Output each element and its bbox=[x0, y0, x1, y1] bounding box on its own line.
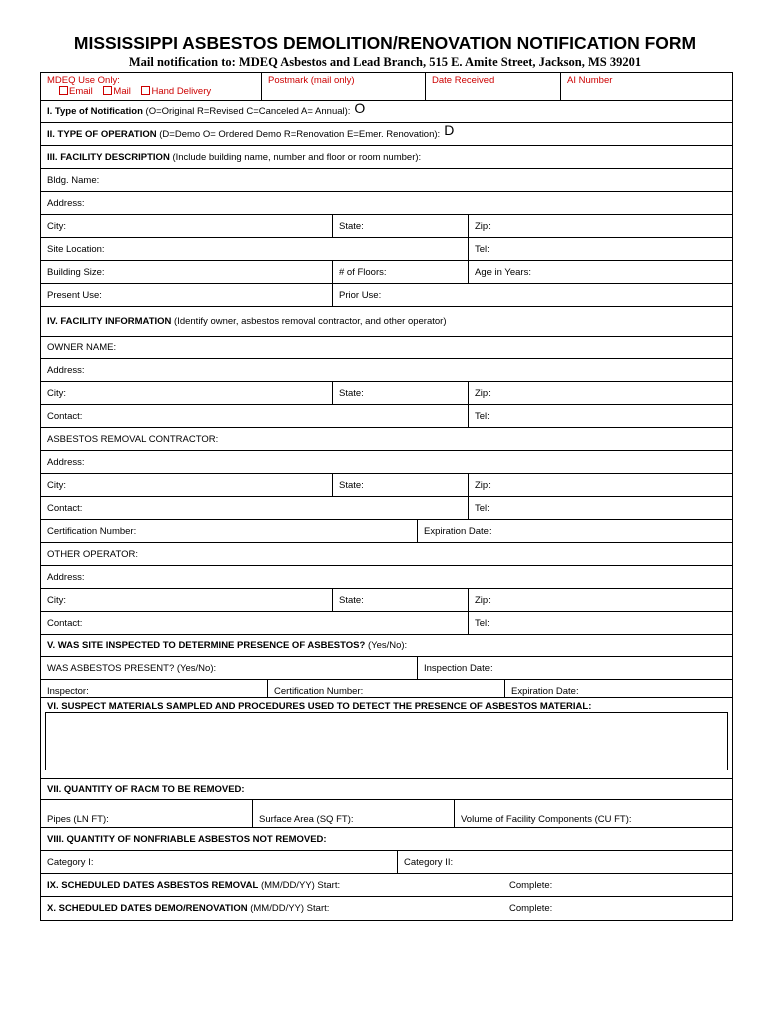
operator-address-field[interactable] bbox=[41, 566, 732, 588]
date-received-label: Date Received bbox=[432, 75, 495, 86]
contractor-cert-field[interactable] bbox=[41, 520, 417, 542]
category-1-label: Category I: bbox=[47, 856, 94, 868]
nonfriable-row bbox=[41, 851, 732, 874]
removal-complete-field[interactable] bbox=[503, 874, 732, 896]
inspection-date-label: Inspection Date: bbox=[424, 662, 493, 674]
other-operator-field[interactable] bbox=[41, 543, 732, 565]
other-operator-label: OTHER OPERATOR: bbox=[47, 548, 138, 560]
nonfriable-header bbox=[41, 828, 732, 851]
facility-zip-label: Zip: bbox=[475, 220, 491, 232]
contractor-state-label: State: bbox=[339, 479, 364, 491]
facility-description-label: III. FACILITY DESCRIPTION bbox=[47, 151, 170, 163]
operator-state-label: State: bbox=[339, 594, 364, 606]
volume-field[interactable] bbox=[454, 800, 732, 827]
date-received-field[interactable] bbox=[425, 73, 560, 100]
contractor-label: ASBESTOS REMOVAL CONTRACTOR: bbox=[47, 433, 219, 445]
site-inspected-label: V. WAS SITE INSPECTED TO DETERMINE PRESENCE OF ASBESTOS? bbox=[47, 640, 366, 651]
suspect-materials-textarea[interactable] bbox=[45, 712, 728, 770]
racm-quantity-row bbox=[41, 800, 732, 828]
inspector-field[interactable] bbox=[41, 680, 267, 697]
removal-dates-label: IX. SCHEDULED DATES ASBESTOS REMOVAL bbox=[47, 879, 259, 891]
removal-start-label: (MM/DD/YY) Start: bbox=[260, 879, 341, 891]
category-2-label: Category II: bbox=[404, 856, 454, 868]
contractor-expiration-label: Expiration Date: bbox=[424, 525, 492, 537]
removal-dates-row bbox=[41, 874, 732, 897]
email-checkbox[interactable] bbox=[59, 86, 93, 97]
email-checkbox-box bbox=[59, 86, 68, 95]
pipes-label: Pipes (LN FT): bbox=[47, 814, 109, 825]
form-title: MISSISSIPPI ASBESTOS DEMOLITION/RENOVATION NOTIFICATION FORM bbox=[73, 33, 697, 53]
type-of-operation-label: II. TYPE OF OPERATION bbox=[47, 128, 157, 140]
type-of-notification-row[interactable] bbox=[41, 101, 732, 123]
operator-tel-label: Tel: bbox=[475, 617, 490, 629]
floors-label: # of Floors: bbox=[339, 266, 387, 278]
surface-area-field[interactable] bbox=[252, 800, 454, 827]
owner-zip-field[interactable] bbox=[468, 382, 732, 404]
site-location-label: Site Location: bbox=[47, 243, 105, 255]
inspector-row bbox=[41, 680, 732, 698]
operator-zip-label: Zip: bbox=[475, 594, 491, 606]
building-size-field[interactable] bbox=[41, 261, 332, 283]
nonfriable-label: VIII. QUANTITY OF NONFRIABLE ASBESTOS NOT REMOVED: bbox=[47, 833, 327, 845]
surface-area-label: Surface Area (SQ FT): bbox=[259, 814, 354, 825]
facility-description-header bbox=[41, 146, 732, 169]
building-size-row bbox=[41, 261, 732, 284]
operator-city-row bbox=[41, 589, 732, 612]
contractor-state-field[interactable] bbox=[332, 474, 468, 496]
type-of-notification-value[interactable]: O bbox=[354, 99, 366, 116]
email-checkbox-label: Email bbox=[69, 86, 93, 97]
site-location-field[interactable] bbox=[41, 238, 468, 260]
contractor-address-field[interactable] bbox=[41, 451, 732, 473]
suspect-materials-label: VI. SUSPECT MATERIALS SAMPLED AND PROCEDURES USED TO DETECT THE PRESENCE OF ASBESTOS MATERIAL: bbox=[47, 701, 592, 712]
suspect-materials-section bbox=[41, 698, 732, 779]
floors-field[interactable] bbox=[332, 261, 468, 283]
site-inspected-cell bbox=[41, 635, 732, 656]
contractor-zip-field[interactable] bbox=[468, 474, 732, 496]
pipes-field[interactable] bbox=[41, 800, 252, 827]
racm-quantity-cell bbox=[41, 779, 732, 799]
owner-tel-field[interactable] bbox=[468, 405, 732, 427]
inspector-expiration-label: Expiration Date: bbox=[511, 686, 579, 697]
contractor-city-field[interactable] bbox=[41, 474, 332, 496]
mail-notification-address: Mail notification to: MDEQ Asbestos and Lead Branch, 515 E. Amite Street, Jackson, MS 39201 bbox=[128, 55, 642, 69]
facility-tel-field[interactable] bbox=[468, 238, 732, 260]
use-row bbox=[41, 284, 732, 307]
hand-delivery-checkbox-box bbox=[141, 86, 150, 95]
facility-tel-label: Tel: bbox=[475, 243, 490, 255]
operator-address-label: Address: bbox=[47, 571, 85, 583]
owner-name-label: OWNER NAME: bbox=[47, 342, 117, 353]
facility-zip-field[interactable] bbox=[468, 215, 732, 237]
volume-label: Volume of Facility Components (CU FT): bbox=[461, 814, 632, 825]
type-of-notification-label: I. Type of Notification bbox=[47, 106, 143, 117]
facility-information-cell bbox=[41, 307, 732, 336]
owner-zip-label: Zip: bbox=[475, 387, 491, 399]
type-of-operation-value[interactable]: D bbox=[444, 122, 455, 138]
bldg-name-field[interactable] bbox=[41, 169, 732, 191]
inspection-date-field[interactable] bbox=[417, 657, 732, 679]
facility-address-row[interactable] bbox=[41, 192, 732, 215]
contractor-city-label: City: bbox=[47, 479, 66, 491]
ai-number-field[interactable] bbox=[560, 73, 732, 100]
postmark-label: Postmark (mail only) bbox=[268, 75, 355, 86]
mail-checkbox[interactable] bbox=[103, 86, 130, 97]
site-inspected-hint: (Yes/No): bbox=[367, 640, 408, 651]
owner-address-row[interactable] bbox=[41, 359, 732, 382]
hand-delivery-checkbox-label: Hand Delivery bbox=[151, 86, 212, 97]
owner-city-field[interactable] bbox=[41, 382, 332, 404]
owner-contact-field[interactable] bbox=[41, 405, 468, 427]
facility-information-header bbox=[41, 307, 732, 337]
owner-name-row[interactable] bbox=[41, 337, 732, 359]
inspector-cert-field[interactable] bbox=[267, 680, 504, 697]
contractor-expiration-field[interactable] bbox=[417, 520, 732, 542]
postmark-field[interactable] bbox=[261, 73, 425, 100]
contractor-row[interactable] bbox=[41, 428, 732, 451]
operator-state-field[interactable] bbox=[332, 589, 468, 611]
owner-tel-label: Tel: bbox=[475, 410, 490, 422]
contractor-contact-field[interactable] bbox=[41, 497, 468, 519]
bldg-name-label: Bldg. Name: bbox=[47, 174, 100, 186]
owner-name-field[interactable] bbox=[41, 337, 732, 358]
owner-state-label: State: bbox=[339, 387, 364, 399]
asbestos-present-row bbox=[41, 657, 732, 680]
contractor-cert-label: Certification Number: bbox=[47, 525, 137, 537]
age-label: Age in Years: bbox=[475, 266, 531, 278]
type-of-operation-row[interactable] bbox=[41, 123, 732, 146]
contractor-address-row[interactable] bbox=[41, 451, 732, 474]
age-field[interactable] bbox=[468, 261, 732, 283]
contractor-address-label: Address: bbox=[47, 456, 85, 468]
removal-start-field[interactable] bbox=[41, 874, 503, 896]
owner-contact-label: Contact: bbox=[47, 410, 83, 422]
facility-description-hint: (Include building name, number and floor or room number): bbox=[172, 151, 422, 163]
inspector-label: Inspector: bbox=[47, 686, 89, 697]
mail-checkbox-box bbox=[103, 86, 112, 95]
facility-city-field[interactable] bbox=[41, 215, 332, 237]
inspector-expiration-field[interactable] bbox=[504, 680, 732, 697]
building-size-label: Building Size: bbox=[47, 266, 105, 278]
mail-checkbox-label: Mail bbox=[113, 86, 131, 97]
type-of-operation-cell bbox=[41, 123, 732, 145]
facility-address-label: Address: bbox=[47, 197, 85, 209]
facility-description-cell bbox=[41, 146, 732, 168]
category-2-field[interactable] bbox=[397, 851, 732, 873]
racm-quantity-label: VII. QUANTITY OF RACM TO BE REMOVED: bbox=[47, 783, 245, 795]
prior-use-field[interactable] bbox=[332, 284, 732, 306]
contractor-tel-label: Tel: bbox=[475, 502, 490, 514]
removal-complete-label: Complete: bbox=[509, 879, 553, 891]
facility-state-label: State: bbox=[339, 220, 364, 232]
site-location-row bbox=[41, 238, 732, 261]
contractor-contact-row bbox=[41, 497, 732, 520]
operator-contact-field[interactable] bbox=[41, 612, 468, 634]
owner-city-row bbox=[41, 382, 732, 405]
mdeq-use-only-cell bbox=[41, 73, 261, 100]
ai-number-label: AI Number bbox=[567, 75, 613, 86]
operator-zip-field[interactable] bbox=[468, 589, 732, 611]
facility-information-label: IV. FACILITY INFORMATION bbox=[47, 316, 172, 327]
present-use-field[interactable] bbox=[41, 284, 332, 306]
owner-contact-row bbox=[41, 405, 732, 428]
owner-state-field[interactable] bbox=[332, 382, 468, 404]
notification-form bbox=[40, 72, 733, 921]
facility-state-field[interactable] bbox=[332, 215, 468, 237]
racm-quantity-header bbox=[41, 779, 732, 800]
owner-city-label: City: bbox=[47, 387, 66, 399]
category-1-field[interactable] bbox=[41, 851, 397, 873]
operator-tel-field[interactable] bbox=[468, 612, 732, 634]
present-use-label: Present Use: bbox=[47, 289, 102, 301]
facility-information-hint: (Identify owner, asbestos removal contractor, and other operator) bbox=[174, 316, 447, 327]
asbestos-present-label: WAS ASBESTOS PRESENT? (Yes/No): bbox=[47, 662, 217, 674]
operator-city-label: City: bbox=[47, 594, 66, 606]
contractor-zip-label: Zip: bbox=[475, 479, 491, 491]
contractor-field[interactable] bbox=[41, 428, 732, 450]
facility-city-row bbox=[41, 215, 732, 238]
operator-contact-row bbox=[41, 612, 732, 635]
asbestos-present-field[interactable] bbox=[41, 657, 417, 679]
demo-start-label: (MM/DD/YY) Start: bbox=[250, 903, 330, 914]
contractor-city-row bbox=[41, 474, 732, 497]
other-operator-row[interactable] bbox=[41, 543, 732, 566]
bldg-name-row[interactable] bbox=[41, 169, 732, 192]
hand-delivery-checkbox[interactable] bbox=[141, 86, 211, 97]
demo-complete-field[interactable] bbox=[503, 897, 732, 920]
owner-address-label: Address: bbox=[47, 364, 85, 376]
facility-city-label: City: bbox=[47, 220, 66, 232]
owner-address-field[interactable] bbox=[41, 359, 732, 381]
demo-dates-label: X. SCHEDULED DATES DEMO/RENOVATION bbox=[47, 903, 248, 914]
mdeq-use-only-label: MDEQ Use Only: bbox=[47, 75, 120, 86]
site-inspected-row[interactable] bbox=[41, 635, 732, 657]
type-of-operation-hint: (D=Demo O= Ordered Demo R=Renovation E=Emer. Renovation): bbox=[159, 128, 441, 140]
type-of-notification-hint: (O=Original R=Revised C=Canceled A= Annual): bbox=[145, 106, 351, 117]
facility-address-field[interactable] bbox=[41, 192, 732, 214]
prior-use-label: Prior Use: bbox=[339, 289, 382, 301]
contractor-cert-row bbox=[41, 520, 732, 543]
type-of-notification-cell bbox=[41, 101, 732, 122]
inspector-cert-label: Certification Number: bbox=[274, 686, 364, 697]
demo-start-field[interactable] bbox=[41, 897, 503, 920]
mdeq-use-only-row bbox=[41, 73, 732, 101]
operator-address-row[interactable] bbox=[41, 566, 732, 589]
contractor-contact-label: Contact: bbox=[47, 502, 83, 514]
operator-city-field[interactable] bbox=[41, 589, 332, 611]
nonfriable-cell bbox=[41, 828, 732, 850]
demo-complete-label: Complete: bbox=[509, 903, 553, 914]
contractor-tel-field[interactable] bbox=[468, 497, 732, 519]
operator-contact-label: Contact: bbox=[47, 617, 83, 629]
demo-dates-row bbox=[41, 897, 732, 920]
